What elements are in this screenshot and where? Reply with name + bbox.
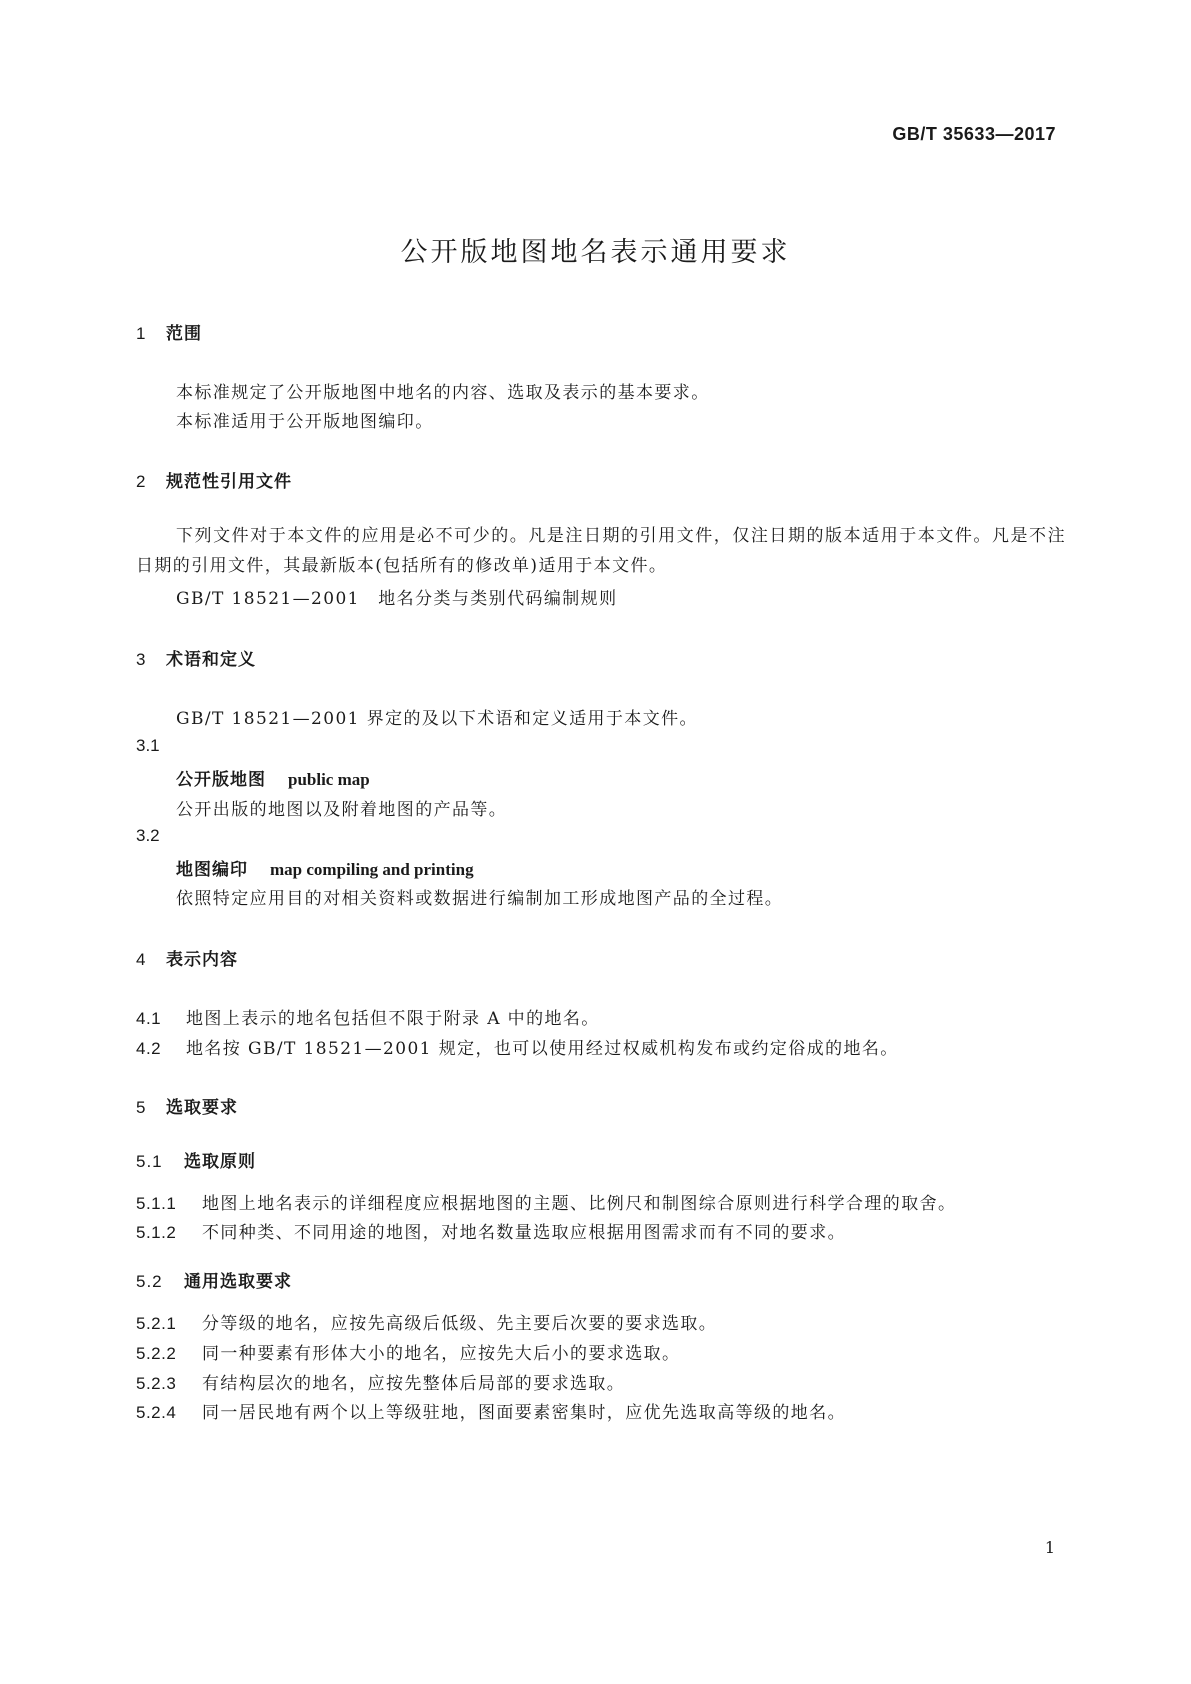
term-english: map compiling and printing [270,860,474,879]
section-4-heading [136,945,238,970]
clause-number: 5.1.1 [136,1194,177,1213]
paragraph: 下列文件对于本文件的应用是必不可少的。凡是注日期的引用文件，仅注日期的版本适用于本文件。凡是不注日期的引用文件，其最新版本(包括所有的修改单)适用于本文件。 [136,526,1066,576]
term-heading [176,765,370,790]
section-2-heading [136,467,292,492]
clause-number: 4.2 [136,1039,162,1058]
clause-5-2-3 [136,1369,625,1394]
subsection-5-2-heading [136,1267,292,1292]
section-title: 范围 [166,324,202,344]
standard-number: GB/T 35633—2017 [892,124,1056,144]
clause-number: 5.2.1 [136,1314,177,1333]
clause-number: 4.1 [136,1009,162,1028]
paragraph: 本标准适用于公开版地图编印。 [176,412,434,432]
section-number: 4 [136,950,147,969]
term-chinese: 公开版地图 [176,770,266,790]
section-number: 5 [136,1098,147,1117]
clause-text: 有结构层次的地名，应按先整体后局部的要求选取。 [202,1374,626,1394]
term-number: 3.2 [136,826,160,845]
clause-5-2-4 [136,1398,846,1423]
clause-4-2 [136,1034,899,1059]
section-title: 选取要求 [166,1098,238,1118]
normative-reference: GB/T 18521—2001 地名分类与类别代码编制规则 [176,589,618,609]
section-number: 3 [136,650,147,669]
clause-number: 5.2.4 [136,1403,177,1422]
clause-text: 不同种类、不同用途的地图，对地名数量选取应根据用图需求而有不同的要求。 [202,1223,846,1243]
section-1-heading [136,319,202,344]
term-english: public map [288,770,370,789]
section-number: 1 [136,324,147,343]
clause-text: 地图上表示的地名包括但不限于附录 A 中的地名。 [186,1009,600,1029]
clause-number: 5.1.2 [136,1223,177,1242]
document-title: 公开版地图地名表示通用要求 [400,237,791,268]
subsection-5-1-heading [136,1147,256,1172]
term-number: 3.1 [136,736,160,755]
clause-5-2-1 [136,1309,717,1334]
term-definition: 依照特定应用目的对相关资料或数据进行编制加工形成地图产品的全过程。 [176,889,784,909]
paragraph: 本标准规定了公开版地图中地名的内容、选取及表示的基本要求。 [176,383,710,403]
clause-number: 5.2.2 [136,1344,177,1363]
section-title: 规范性引用文件 [166,472,292,492]
section-3-heading [136,645,256,670]
clause-text: 分等级的地名，应按先高级后低级、先主要后次要的要求选取。 [202,1314,718,1334]
subsection-number: 5.2 [136,1272,163,1291]
clause-number: 5.2.3 [136,1374,177,1393]
section-5-heading [136,1093,238,1118]
clause-text: 同一居民地有两个以上等级驻地，图面要素密集时，应优先选取高等级的地名。 [202,1403,846,1423]
term-heading [176,855,474,880]
clause-4-1 [136,1004,600,1029]
clause-5-1-1 [136,1189,956,1214]
subsection-title: 选取原则 [184,1152,256,1172]
clause-text: 地名按 GB/T 18521—2001 规定，也可以使用经过权威机构发布或约定俗成的地名。 [186,1039,899,1059]
term-definition: 公开出版的地图以及附着地图的产品等。 [176,800,508,820]
subsection-number: 5.1 [136,1152,163,1171]
term-chinese: 地图编印 [176,860,248,880]
page-number: 1 [1044,1538,1055,1557]
clause-text: 同一种要素有形体大小的地名，应按先大后小的要求选取。 [202,1344,681,1364]
clause-text: 地图上地名表示的详细程度应根据地图的主题、比例尺和制图综合原则进行科学合理的取舍。 [202,1194,957,1214]
section-number: 2 [136,472,147,491]
paragraph: GB/T 18521—2001 界定的及以下术语和定义适用于本文件。 [176,709,698,729]
clause-5-1-2 [136,1218,846,1243]
subsection-title: 通用选取要求 [184,1272,292,1292]
clause-5-2-2 [136,1339,680,1364]
section-title: 术语和定义 [166,650,256,670]
section-title: 表示内容 [166,950,238,970]
